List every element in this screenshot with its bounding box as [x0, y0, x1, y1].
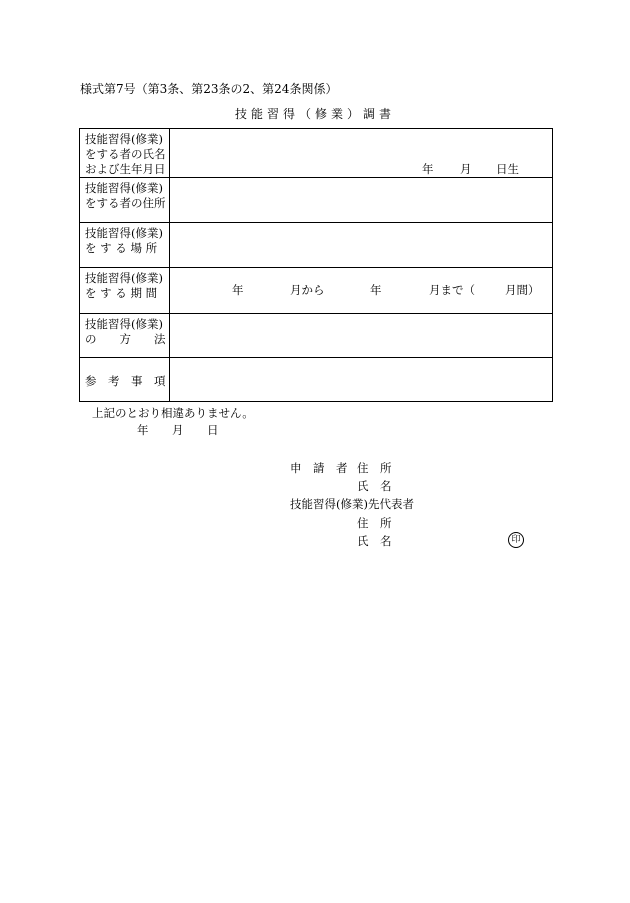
representative-name-label: 氏 名: [357, 534, 392, 548]
value-method[interactable]: [170, 314, 553, 358]
table-row-period: [80, 268, 553, 314]
label-line: を す る 場 所: [85, 241, 158, 255]
label-place: [80, 223, 170, 268]
label-line: 技能習得(修業): [85, 271, 163, 285]
label-line: 技能習得(修業): [85, 132, 163, 146]
date-year-label: 年: [137, 423, 149, 437]
label-period: [80, 268, 170, 314]
value-place[interactable]: [170, 223, 553, 268]
table-row-method: [80, 314, 553, 358]
value-remarks[interactable]: [170, 358, 553, 402]
birth-year-label: 年: [422, 162, 434, 176]
declaration-text: 上記のとおり相違ありません。: [92, 406, 254, 420]
label-line: をする者の氏名: [85, 147, 166, 161]
date-month-label: 月: [172, 423, 184, 437]
period-months: 月間）: [505, 283, 540, 297]
value-name-birth[interactable]: [170, 129, 553, 178]
label-line: の 方 法: [85, 332, 166, 346]
birth-day-label: 日生: [496, 162, 519, 176]
label-line: 技能習得(修業): [85, 317, 163, 331]
document-title: [0, 105, 630, 122]
birth-month-label: 月: [460, 162, 472, 176]
label-line: および生年月日: [85, 162, 166, 176]
period-start-year: 年: [232, 283, 244, 297]
table-row-name-birth: [80, 129, 553, 178]
representative-address-label: 住 所: [357, 516, 392, 530]
value-period[interactable]: [170, 268, 553, 314]
label-line: を す る 期 間: [85, 286, 158, 300]
date-day-label: 日: [207, 423, 219, 437]
applicant-label: 申 請 者: [290, 461, 348, 475]
period-start-month: 月から: [290, 283, 325, 297]
table-row-address: [80, 178, 553, 223]
representative-label: 技能習得(修業)先代表者: [290, 497, 414, 511]
table-row-remarks: [80, 358, 553, 402]
label-method: [80, 314, 170, 358]
document-title-text: 技能習得（修業）調書: [234, 107, 395, 121]
label-remarks: [80, 358, 170, 402]
label-name-birth: [80, 129, 170, 178]
label-line: 参 考 事 項: [85, 373, 166, 388]
applicant-address-label: 住 所: [357, 461, 392, 475]
label-address: [80, 178, 170, 223]
label-line: 技能習得(修業): [85, 226, 163, 240]
label-line: 技能習得(修業): [85, 181, 163, 195]
period-end-year: 年: [370, 283, 382, 297]
table-row-place: [80, 223, 553, 268]
period-end-month: 月まで（: [429, 283, 475, 297]
form-number: 様式第7号（第3条、第23条の2、第24条関係）: [80, 82, 338, 96]
survey-form-table: [79, 128, 553, 402]
seal-mark-icon: 印: [508, 532, 524, 548]
applicant-name-label: 氏 名: [357, 479, 392, 493]
label-line: をする者の住所: [85, 196, 166, 210]
value-address[interactable]: [170, 178, 553, 223]
